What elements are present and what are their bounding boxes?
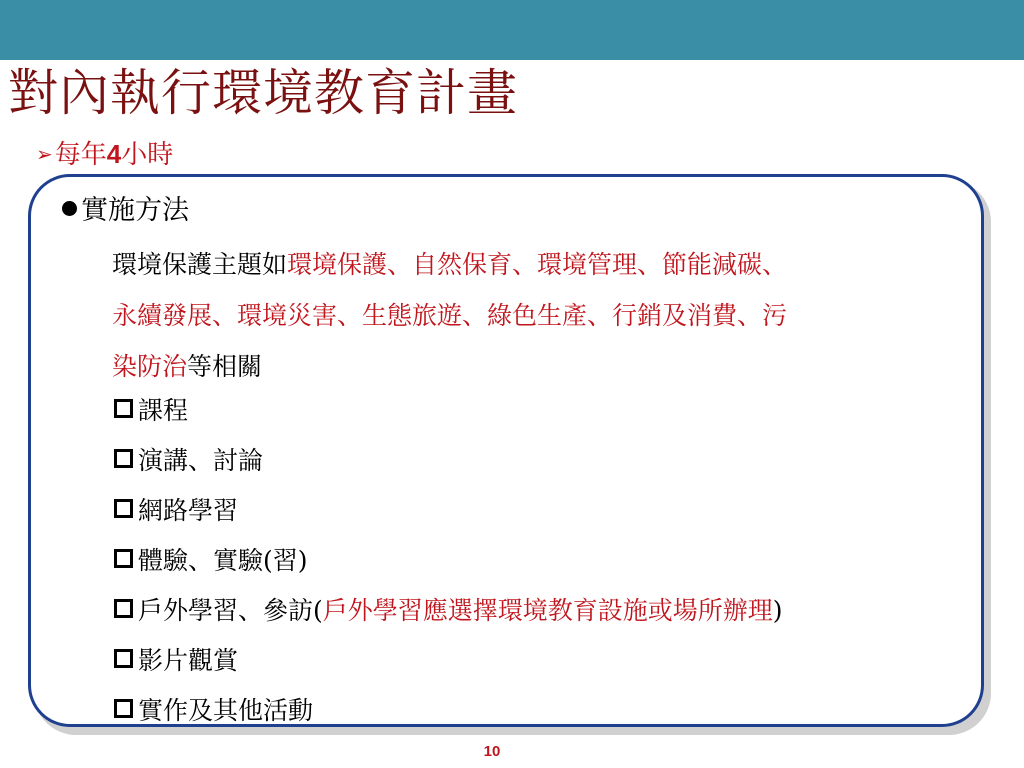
slide-title: 對內執行環境教育計畫 [8,64,518,122]
description-line-1 [112,239,970,290]
list-item [114,536,783,586]
description-highlight: 永續發展、環境災害、生態旅遊、綠色生產、行銷及消費、污 [112,301,788,330]
list-item [114,436,783,486]
list-item-text: 網路學習 [138,496,239,525]
list-item-note: 戶外學習應選擇環境教育設施或場所辦理 [322,596,773,625]
list-item [114,386,783,436]
description-highlight: 染防治 [112,352,188,381]
description-text: 環境保護主題如 [112,250,288,279]
description-text: 等相關 [187,352,263,381]
description-line-2 [112,290,970,341]
list-item-note-end: ) [772,596,783,625]
description-paragraph [112,239,970,392]
hollow-square-bullet-icon [114,699,133,718]
method-heading-text: 實施方法 [81,195,189,226]
arrow-bullet-icon: ➢ [36,142,53,166]
hollow-square-bullet-icon [114,499,133,518]
list-item-text: 戶外學習、參訪( [138,596,323,625]
method-list [114,386,783,736]
hollow-square-bullet-icon [114,399,133,418]
description-highlight: 環境保護、自然保育、環境管理、節能減碳、 [287,250,788,279]
list-item [114,686,783,736]
hollow-square-bullet-icon [114,549,133,568]
list-item-text: 影片觀賞 [138,646,239,675]
header-bar [0,0,1024,60]
list-item [114,636,783,686]
list-item-text: 演講、討論 [138,446,264,475]
list-item-text: 體驗、實驗(習) [138,546,308,575]
list-item [114,586,783,636]
hollow-square-bullet-icon [114,599,133,618]
list-item [114,486,783,536]
hollow-square-bullet-icon [114,449,133,468]
subtitle-prefix: 每年 [54,140,107,170]
method-heading [62,192,189,230]
description-line-3 [112,341,970,392]
list-item-text: 課程 [138,396,189,425]
subtitle-number: 4 [106,139,122,169]
page-number: 10 [483,743,501,760]
hollow-square-bullet-icon [114,649,133,668]
list-item-text: 實作及其他活動 [138,696,314,725]
subtitle-suffix: 小時 [121,140,174,170]
filled-circle-bullet-icon [62,201,77,216]
subtitle [36,136,173,172]
